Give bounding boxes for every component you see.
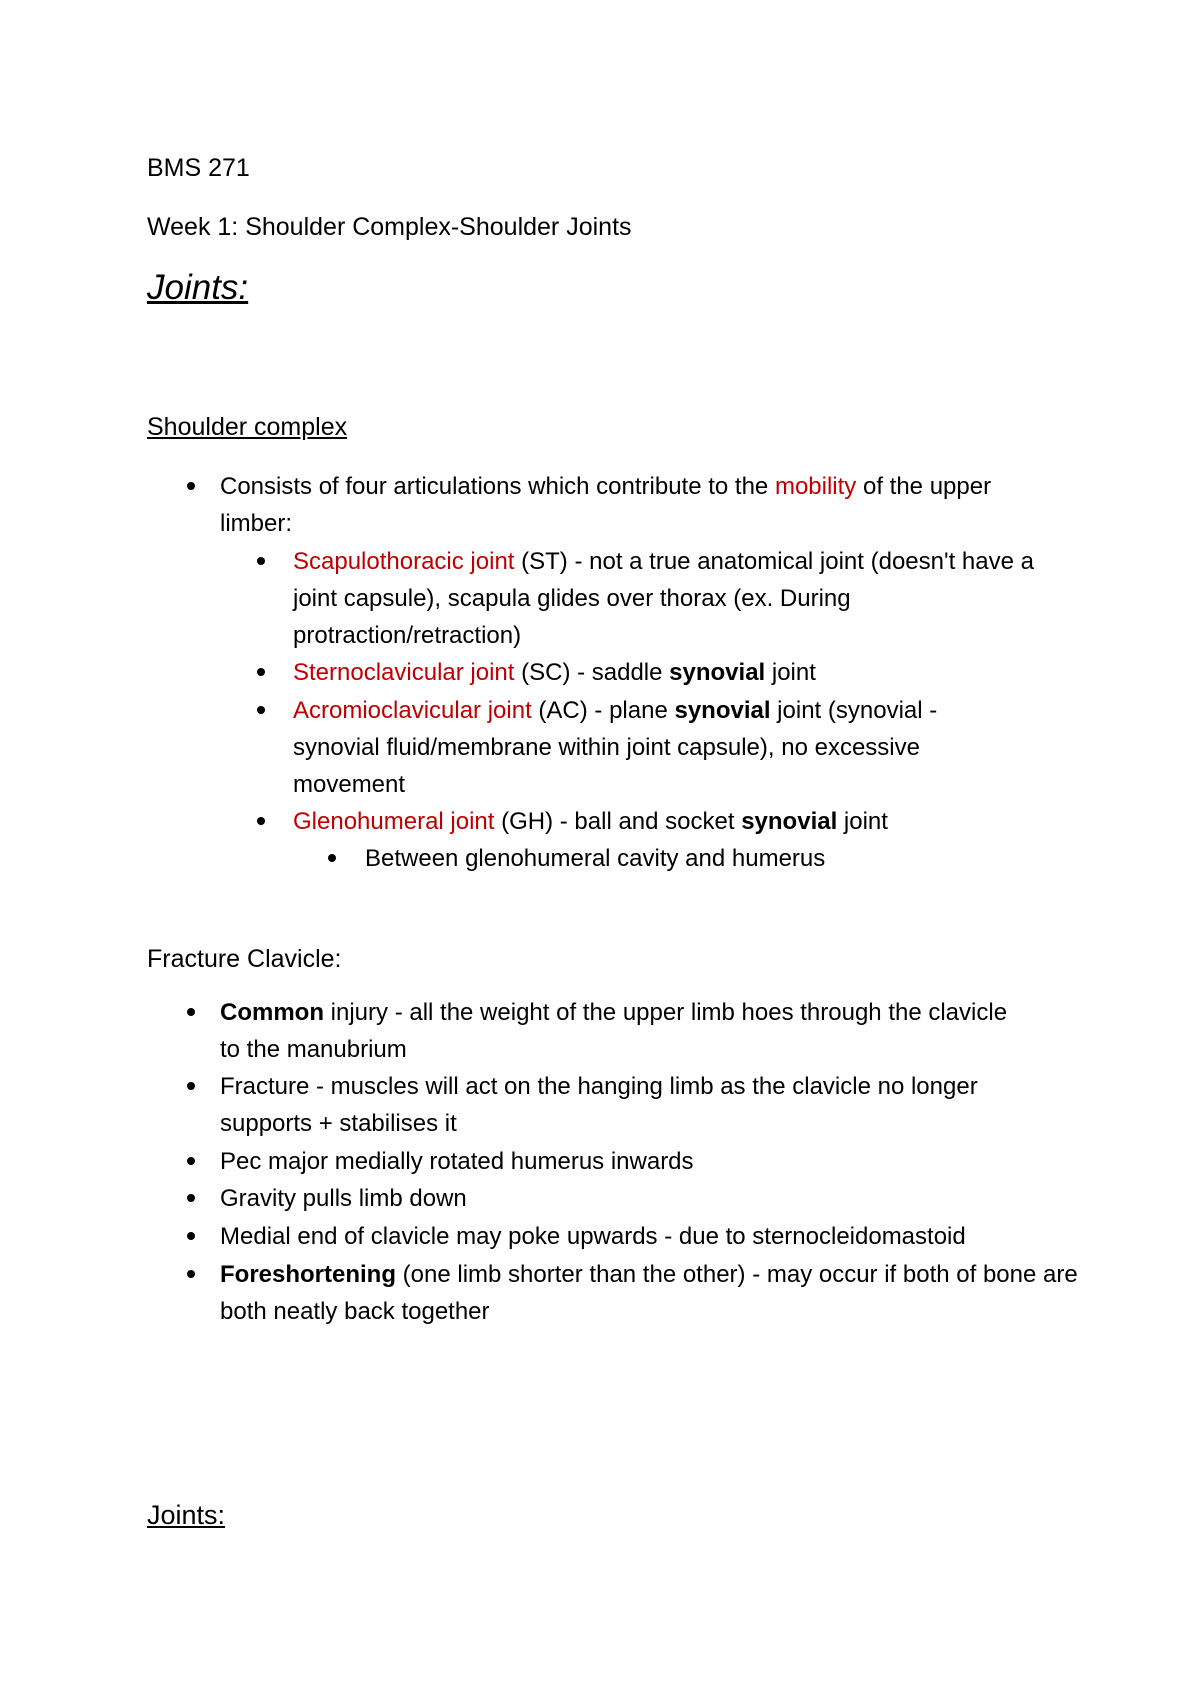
list-item-text: Consists of four articulations which contribute to the mobility of the upper limber: (220, 473, 992, 537)
document-title: BMS 271 (147, 154, 250, 182)
list-item-text: Pec major medially rotated humerus inwards (220, 1148, 694, 1175)
bullet-icon (187, 1270, 195, 1278)
bullet-icon (257, 817, 265, 825)
bullet-icon (187, 482, 195, 490)
joints-heading: Joints: (147, 268, 249, 307)
bullet-icon (187, 1232, 195, 1240)
document-subtitle: Week 1: Shoulder Complex-Shoulder Joints (147, 213, 632, 241)
bullet-icon (187, 1157, 195, 1165)
list-item-text: Between glenohumeral cavity and humerus (365, 845, 826, 872)
bullet-icon (257, 706, 265, 714)
joints-footer-heading: Joints: (147, 1500, 226, 1530)
list-item-text: Gravity pulls limb down (220, 1185, 467, 1212)
joint-name-ac: Acromioclavicular joint (293, 697, 532, 724)
list-item-text: Fracture - muscles will act on the hanging limb as the clavicle no longer supports + stabilises it (220, 1073, 978, 1137)
bullet-icon (257, 668, 265, 676)
fracture-clavicle-heading: Fracture Clavicle: (147, 945, 342, 973)
bullet-icon (187, 1008, 195, 1016)
list-item-text: Foreshortening (one limb shorter than the other) - may occur if both of bone are both neatly back together (220, 1261, 1078, 1325)
bullet-icon (187, 1082, 195, 1090)
bullet-icon (257, 557, 265, 565)
highlight-mobility: mobility (774, 473, 857, 500)
list-item-text: Common injury - all the weight of the upper limb hoes through the clavicle to the manubrium (220, 999, 1008, 1063)
joint-name-sc: Sternoclavicular joint (293, 659, 515, 686)
list-item-text: Scapulothoracic joint (ST) - not a true anatomical joint (doesn't have a joint capsule), scapula glides over thorax (ex. During protraction/retraction) (293, 548, 1034, 649)
list-item-text: Sternoclavicular joint (SC) - saddle synovial joint (293, 659, 816, 686)
joint-name-st: Scapulothoracic joint (293, 548, 515, 575)
bullet-icon (187, 1194, 195, 1202)
shoulder-complex-heading: Shoulder complex (147, 413, 348, 441)
list-item-text: Acromioclavicular joint (AC) - plane synovial joint (synovial - synovial fluid/membrane within joint capsule), no excessive movement (293, 697, 938, 798)
list-item-text: Medial end of clavicle may poke upwards - due to sternocleidomastoid (220, 1223, 966, 1250)
joint-name-gh: Glenohumeral joint (293, 808, 495, 835)
list-item-text: Glenohumeral joint (GH) - ball and socket synovial joint (293, 808, 888, 835)
bullet-icon (328, 854, 336, 862)
